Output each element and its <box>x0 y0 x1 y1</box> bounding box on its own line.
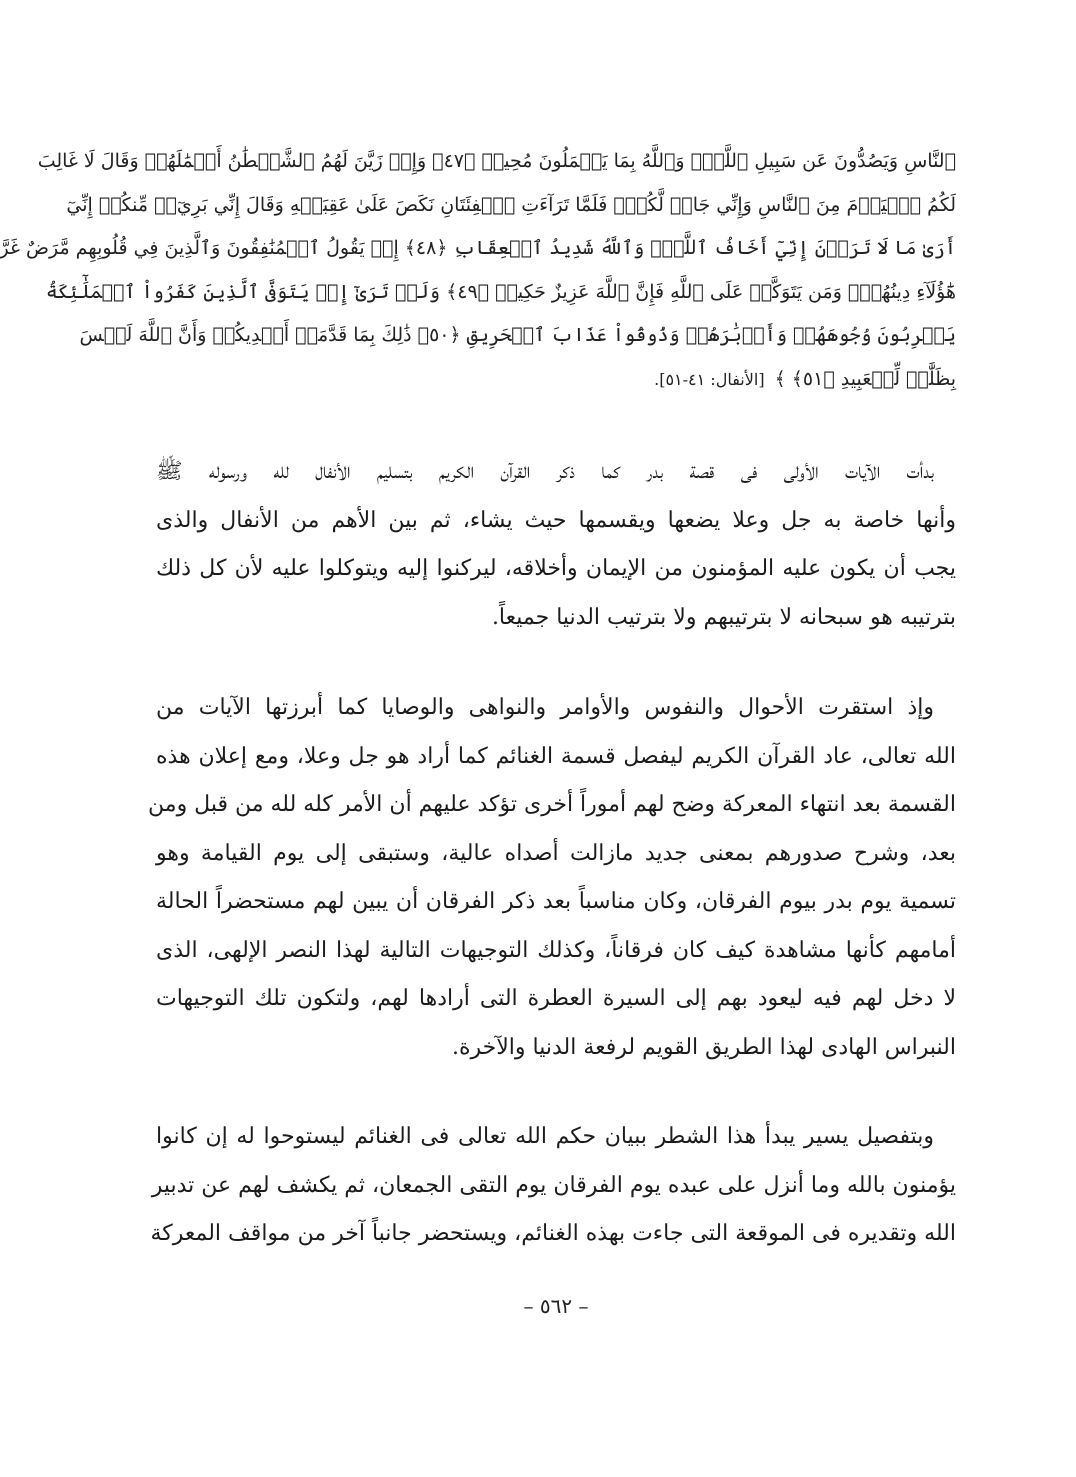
quran-line: أَرَىٰ مَا لَا تَرَوۡنَ إِنِّيٓ أَخَافُ ٱللَّهَۚ وَٱللَّهُ شَدِيدُ ٱلۡعِقَابِ ﴿٤٨﴾ إِذۡ يَقُولُ ٱلۡمُنَٰفِقُونَ وَٱلَّذِينَ فِي قُلُوبِهِم مَّرَضٌ غَرَّ <box>0 237 956 259</box>
paragraph-line: يجب أن يكون عليه المؤمنون من الإيمان وأخلاقه، ليركنوا إليه ويتوكلوا عليه لأن كل ذلك <box>156 556 956 581</box>
quran-line: لَكُمُ ٱلۡيَوۡمَ مِنَ ٱلنَّاسِ وَإِنِّي جَارٞ لَّكُمۡۖ فَلَمَّا تَرَآءَتِ ٱلۡفِئَتَانِ نَكَصَ عَلَىٰ عَقِبَيۡهِ وَقَالَ إِنِّي بَرِيٓءٞ مِّنكُمۡ إِنِّيٓ <box>66 193 956 216</box>
quran-excerpt <box>0 140 956 401</box>
paragraph-line: الله تعالى، عاد القرآن الكريم ليفصل قسمة الغنائم كما أراد هو جل وعلا، ومع إعلان هذه <box>156 743 956 769</box>
paragraph-line: القسمة بعد انتهاء المعركة وضح لهم أموراً أخرى تؤكد عليهم أن الأمر كله لله من قبل ومن <box>148 792 956 817</box>
paragraph-line: أمامهم كأنها مشاهدة كيف كان فرقاناً، وكذلك التوجيهات التالية لهذا النصر الإلهى، الذى <box>156 937 956 963</box>
quran-line-last <box>156 358 956 402</box>
paragraph-line: النبراس الهادى لهذا الطريق القويم لرفعة الدنيا والآخرة. <box>451 1034 956 1060</box>
paragraph-line: بترتيبه هو سبحانه لا بترتيبهم ولا بترتيب الدنيا جميعاً. <box>491 604 956 630</box>
quran-line-text: بِظَلَّٰمٖ لِّلۡعَبِيدِ ﴿٥١﴾ ﴾ <box>774 367 956 390</box>
paragraph-3 <box>150 1113 956 1259</box>
quran-line: هَٰٓؤُلَآءِ دِينُهُمۡۗ وَمَن يَتَوَكَّلۡ عَلَى ٱللَّهِ فَإِنَّ ٱللَّهَ عَزِيزٌ حَكِيمٞ ﴿٤٩﴾ وَلَوۡ تَرَىٰٓ إِذۡ يَتَوَفَّى ٱلَّذِينَ كَفَرُواْ ٱلۡمَلَٰٓئِكَةُ <box>45 280 956 303</box>
paragraph-line: لا دخل لهم فيه ليعود بهم إلى السيرة العطرة التى أرادها لهم، ولتكون تلك التوجيهات <box>156 986 956 1011</box>
paragraph-line: الله وتقديره فى الموقعة التى جاءت بهذه الغنائم، ويستحضر جانباً آخر من مواقف المعركة <box>150 1221 956 1246</box>
paragraph-2 <box>148 684 956 1072</box>
surah-citation: [الأنفال: ٤١-٥١]. <box>654 369 765 389</box>
quran-line: ٱلنَّاسِ وَيَصُدُّونَ عَن سَبِيلِ ٱللَّهِۚ وَٱللَّهُ بِمَا يَعۡمَلُونَ مُحِيطٞ ﴿٤٧﴾ وَإِذۡ زَيَّنَ لَهُمُ ٱلشَّيۡطَٰنُ أَعۡمَٰلَهُمۡ وَقَالَ لَا غَالِبَ <box>37 150 956 172</box>
paragraph-line: تسمية يوم بدر بيوم الفرقان، وكان مناسباً بعد ذكر الفرقان أن يبين لهم مستحضراً الحالة <box>156 889 956 914</box>
paragraph-line: بدأت الآيات الأولى فى قصة بدر كما ذكر القرآن الكريم بتسليم الأنفال لله ورسوله ﷺ <box>156 459 934 484</box>
paragraph-line: يؤمنون بالله وما أنزل على عبده يوم الفرقان يوم التقى الجمعان، ثم يكشف لهم عن تدبير <box>151 1172 956 1198</box>
paragraph-line: وإذ استقرت الأحوال والنفوس والأوامر والنواهى والوصايا كما أبرزتها الآيات من <box>156 695 934 720</box>
paragraph-1 <box>156 448 956 642</box>
page-number: – ٥٦٢ – <box>523 1294 589 1318</box>
paragraph-line: وبتفصيل يسير يبدأ هذا الشطر ببيان حكم الله تعالى فى الغنائم ليستوحوا له إن كانوا <box>156 1124 934 1149</box>
paragraph-line: بعد، وشرح صدورهم بمعنى جديد مازالت أصداه عالية، وستبقى إلى يوم القيامة وهو <box>156 840 956 866</box>
paragraph-line: وأنها خاصة به جل وعلا يضعها ويقسمها حيث يشاء، ثم بين الأهم من الأنفال والذى <box>156 507 956 533</box>
quran-line: يَضۡرِبُونَ وُجُوهَهُمۡ وَأَدۡبَٰرَهُمۡ وَذُوقُواْ عَذَابَ ٱلۡحَرِيقِ ﴿٥٠﴾ ذَٰلِكَ بِمَا قَدَّمَتۡ أَيۡدِيكُمۡ وَأَنَّ ٱللَّهَ لَيۡسَ <box>79 324 956 346</box>
